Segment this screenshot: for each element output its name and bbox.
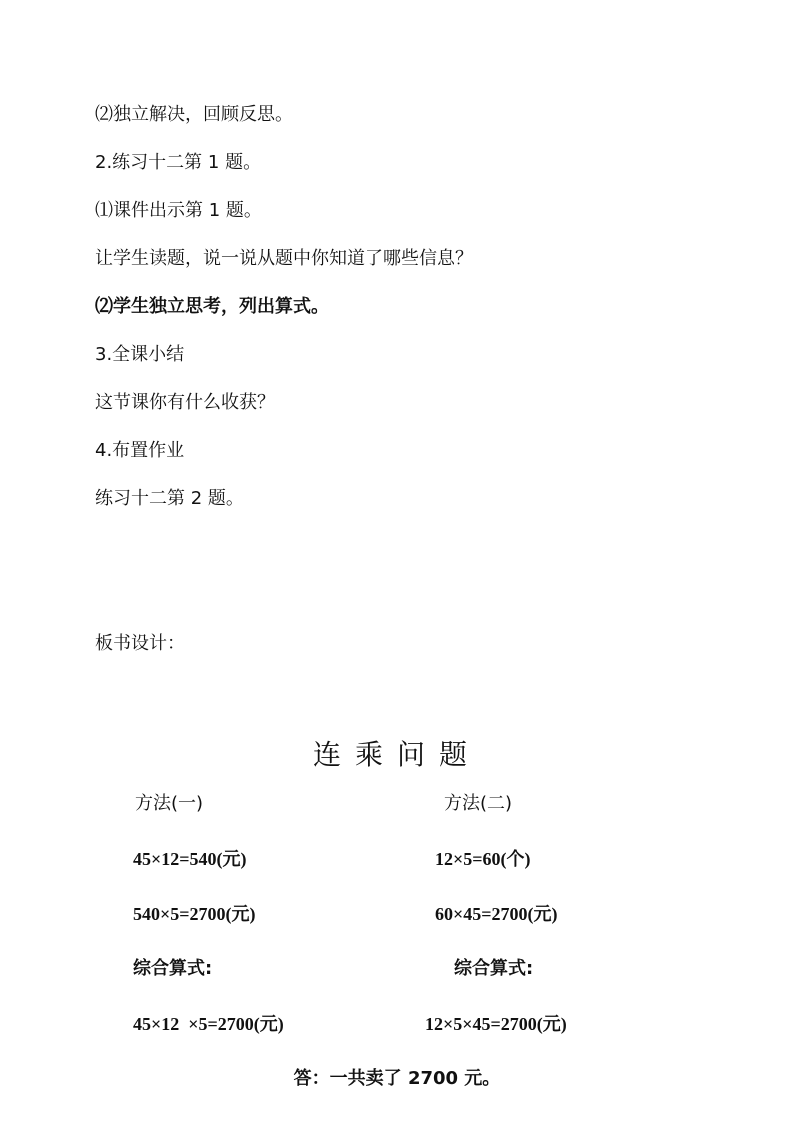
method-one-combined-equation: 45×12 ×5=2700(元) (133, 1014, 284, 1034)
step-line: 3.全课小结 (95, 344, 185, 365)
method-two-combined-equation: 12×5×45=2700(元) (425, 1014, 567, 1034)
board-title: 连乘问题 (312, 738, 481, 771)
method-one-combined-label: 综合算式: (133, 958, 213, 979)
method-two-equation-1: 12×5=60(个) (435, 849, 531, 869)
step-line: 2.练习十二第 1 题。 (95, 152, 262, 173)
step-line: 练习十二第 2 题。 (95, 488, 244, 509)
method-two-equation-2: 60×45=2700(元) (435, 904, 558, 924)
method-two-heading: 方法(二) (444, 793, 513, 814)
method-one-equation-2: 540×5=2700(元) (133, 904, 256, 924)
step-line: 让学生读题，说一说从题中你知道了哪些信息？ (95, 248, 473, 269)
step-line: ⑴课件出示第 1 题。 (95, 200, 262, 221)
step-line: ⑵独立解决，回顾反思。 (95, 104, 293, 125)
step-line: 这节课你有什么收获？ (95, 392, 275, 413)
step-line: 4.布置作业 (95, 440, 185, 461)
method-one-equation-1: 45×12=540(元) (133, 849, 247, 869)
board-design-label: 板书设计： (95, 633, 185, 654)
step-line: ⑵学生独立思考，列出算式。 (95, 296, 329, 317)
method-one-heading: 方法(一) (135, 793, 204, 814)
method-two-combined-label: 综合算式: (454, 958, 534, 979)
answer-line: 答：一共卖了 2700 元。 (293, 1068, 501, 1089)
